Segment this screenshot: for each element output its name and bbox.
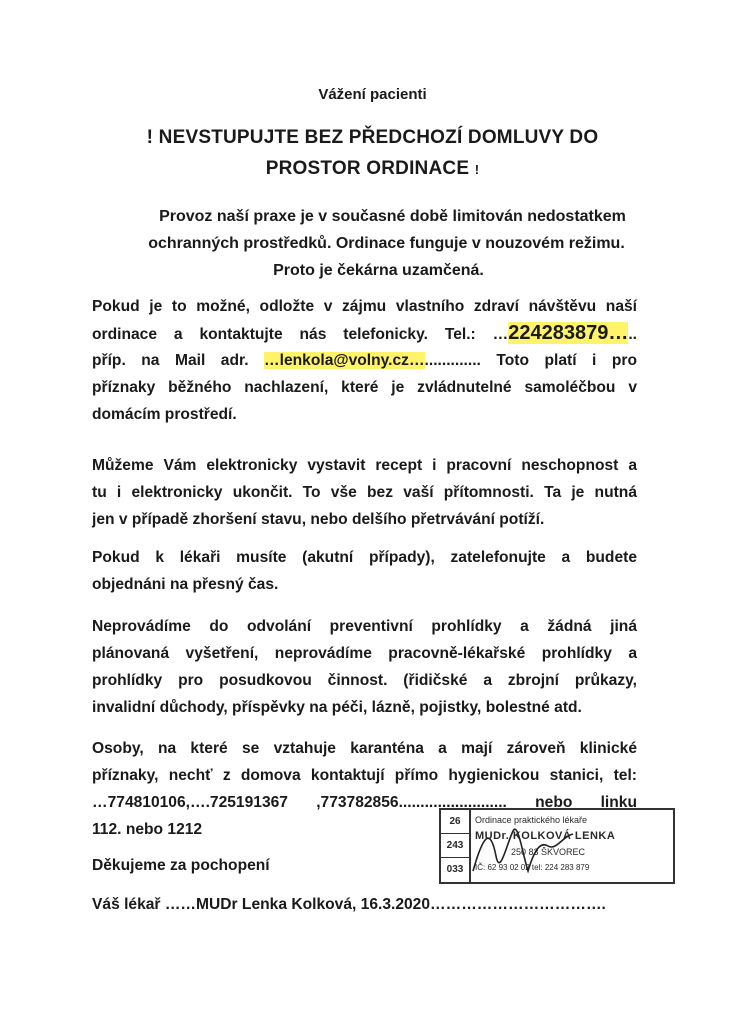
contact-line-3-text: příp. na Mail adr. — [92, 352, 249, 369]
intro-line-3: Proto je čekárna uzamčená. — [273, 262, 484, 279]
preventive-line-4: invalidní důchody, příspěvky na péči, lázně, pojistky, bolestné atd. — [92, 699, 582, 716]
prescription-line-3: jen v případě zhoršení stavu, nebo delšího přetrvávání potíží. — [92, 511, 545, 528]
prescription-line-2: tu i elektronicky ukončit. To vše bez vaší přítomnosti. Ta je nutná — [92, 484, 637, 501]
thanks-text: Děkujeme za pochopení — [92, 857, 270, 874]
acute-line-1: Pokud k lékaři musíte (akutní případy), zatelefonujte a budete — [92, 549, 637, 566]
intro-line-1: Provoz naší praxe je v současné době limitován nedostatkem — [159, 208, 626, 225]
preventive-line-2: plánovaná vyšetření, neprovádíme pracovně-lékařské prohlídky a — [92, 645, 637, 662]
acute-paragraph — [92, 544, 637, 598]
contact-line-3-tail: ............. Toto platí i pro — [424, 352, 637, 369]
preventive-paragraph — [92, 613, 637, 721]
quarantine-line-3: …774810106,….725191367 ,773782856......................... nebo linku — [92, 794, 637, 811]
phone-number: 224283879… — [508, 322, 629, 344]
warning-line-2-text: PROSTOR ORDINACE — [265, 158, 470, 179]
contact-line-2-dots: .. — [628, 326, 637, 343]
intro-paragraph — [0, 203, 745, 284]
stamp-line-3: 250 83 ŠKVOREC — [511, 847, 586, 857]
signature-scribble — [468, 816, 578, 886]
contact-line-1: Pokud je to možné, odložte v zájmu vlastního zdraví návštěvu naší — [92, 298, 637, 315]
preventive-line-1: Neprovádíme do odvolání preventivní prohlídky a žádná jiná — [92, 618, 637, 635]
acute-line-2: objednáni na přesný čas. — [92, 576, 279, 593]
contact-line-5: domácím prostředí. — [92, 406, 237, 423]
stamp-code: 243 — [441, 834, 469, 858]
warning-line-1: ! NEVSTUPUJTE BEZ PŘEDCHOZÍ DOMLUVY DO — [146, 127, 599, 148]
warning-exclamation: ! — [474, 162, 480, 177]
quarantine-line-1: Osoby, na které se vztahuje karanténa a mají zároveň klinické — [92, 740, 637, 757]
prescription-paragraph — [92, 452, 637, 533]
email-address: …lenkola@volny.cz… — [264, 352, 425, 369]
contact-line-2-text: ordinace a kontaktujte nás telefonicky. Tel.: … — [92, 326, 509, 343]
stamp-line-4: IČ: 62 93 02 02 tel: 224 283 879 — [475, 863, 590, 872]
stamp-code: 033 — [446, 864, 464, 875]
stamp-codes — [441, 810, 471, 882]
contact-paragraph — [92, 293, 637, 428]
contact-line-2 — [92, 320, 637, 347]
quarantine-line-4: 112. nebo 1212 — [92, 821, 203, 838]
preventive-line-3: prohlídky pro posudkovou činnost. (řidičské a zbrojní průkazy, — [92, 672, 637, 689]
prescription-line-1: Můžeme Vám elektronicky vystavit recept i pracovní neschopnost a — [92, 457, 637, 474]
stamp-line-1: Ordinace praktického lékaře — [475, 815, 588, 825]
intro-line-2: ochranných prostředků. Ordinace funguje v nouzovém režimu. — [148, 235, 625, 252]
contact-line-3 — [92, 347, 637, 374]
stamp-name: MUDr. KOLKOVÁ LENKA — [475, 830, 616, 842]
warning-line-2 — [0, 158, 745, 180]
quarantine-line-2: příznaky, nechť z domova kontaktují přímo hygienickou stanici, tel: — [92, 767, 637, 784]
signature-line: Váš lékař ……MUDr Lenka Kolková, 16.3.2020……………………………. — [92, 896, 606, 913]
contact-line-4: příznaky běžného nachlazení, které je zvládnutelné samoléčbou v — [92, 379, 637, 396]
stamp-code: 26 — [441, 810, 469, 834]
greeting: Vážení pacienti — [318, 86, 427, 103]
